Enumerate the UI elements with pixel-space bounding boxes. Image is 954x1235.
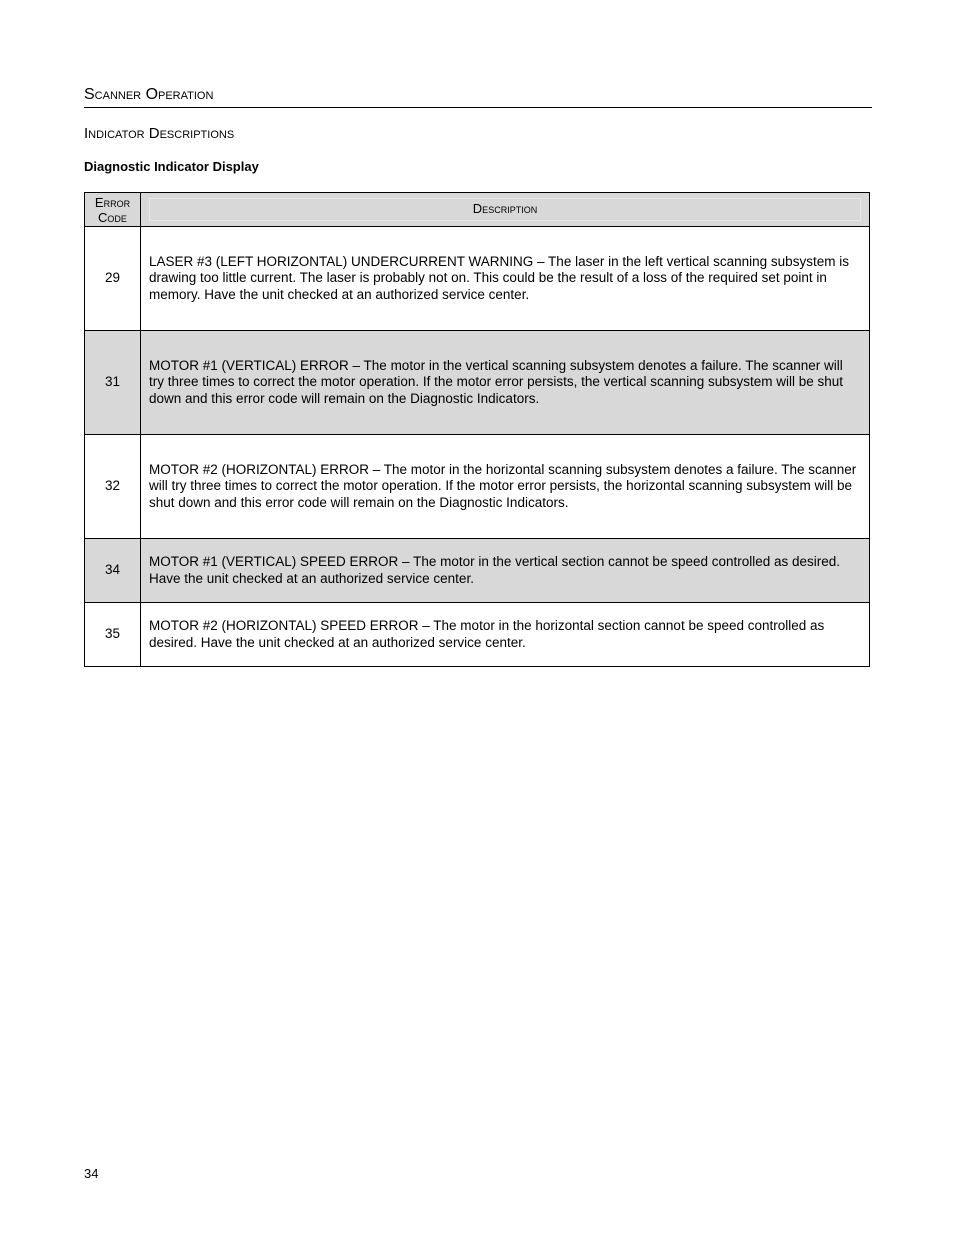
- table-row: [85, 331, 870, 435]
- description-cell: MOTOR #2 (HORIZONTAL) ERROR – The motor in the horizontal scanning subsystem denotes a failure. The scanner will try three times to correct the motor operation. If the motor error persists, the horizontal scanning subsystem will be shut down and this error code will remain on the Diagnostic Indicators.: [141, 435, 870, 539]
- table-row: [85, 603, 870, 667]
- description-cell: MOTOR #1 (VERTICAL) ERROR – The motor in the vertical scanning subsystem denotes a failure. The scanner will try three times to correct the motor operation. If the motor error persists, the vertical scanning subsystem will be shut down and this error code will remain on the Diagnostic Indicators.: [141, 331, 870, 435]
- error-code-cell: 31: [85, 331, 141, 435]
- table-row: [85, 435, 870, 539]
- error-code-cell: 35: [85, 603, 141, 667]
- column-header-error-code-line2: Code: [98, 209, 127, 225]
- description-cell: LASER #3 (LEFT HORIZONTAL) UNDERCURRENT WARNING – The laser in the left vertical scanning subsystem is drawing too little current. The laser is probably not on. This could be the result of a loss of the required set point in memory. Have the unit checked at an authorized service center.: [141, 227, 870, 331]
- table-row: [85, 539, 870, 603]
- error-code-cell: 32: [85, 435, 141, 539]
- error-code-cell: 29: [85, 227, 141, 331]
- diagnostic-indicator-table: [84, 192, 870, 667]
- column-header-description-label: Description: [149, 198, 861, 221]
- section-title: Scanner Operation: [84, 85, 872, 108]
- table-row: [85, 227, 870, 331]
- column-header-description: [141, 193, 870, 227]
- description-cell: MOTOR #2 (HORIZONTAL) SPEED ERROR – The motor in the horizontal section cannot be speed controlled as desired. Have the unit checked at an authorized service center.: [141, 603, 870, 667]
- page-number: 34: [84, 1166, 99, 1181]
- description-cell: MOTOR #1 (VERTICAL) SPEED ERROR – The motor in the vertical section cannot be speed controlled as desired. Have the unit checked at an authorized service center.: [141, 539, 870, 603]
- sub-title: Indicator Descriptions: [84, 125, 235, 142]
- column-header-error-code-line1: Error: [94, 194, 131, 210]
- table-header-row: [85, 193, 870, 227]
- error-code-cell: 34: [85, 539, 141, 603]
- table-title: Diagnostic Indicator Display: [84, 159, 259, 174]
- column-header-error-code: [85, 193, 141, 227]
